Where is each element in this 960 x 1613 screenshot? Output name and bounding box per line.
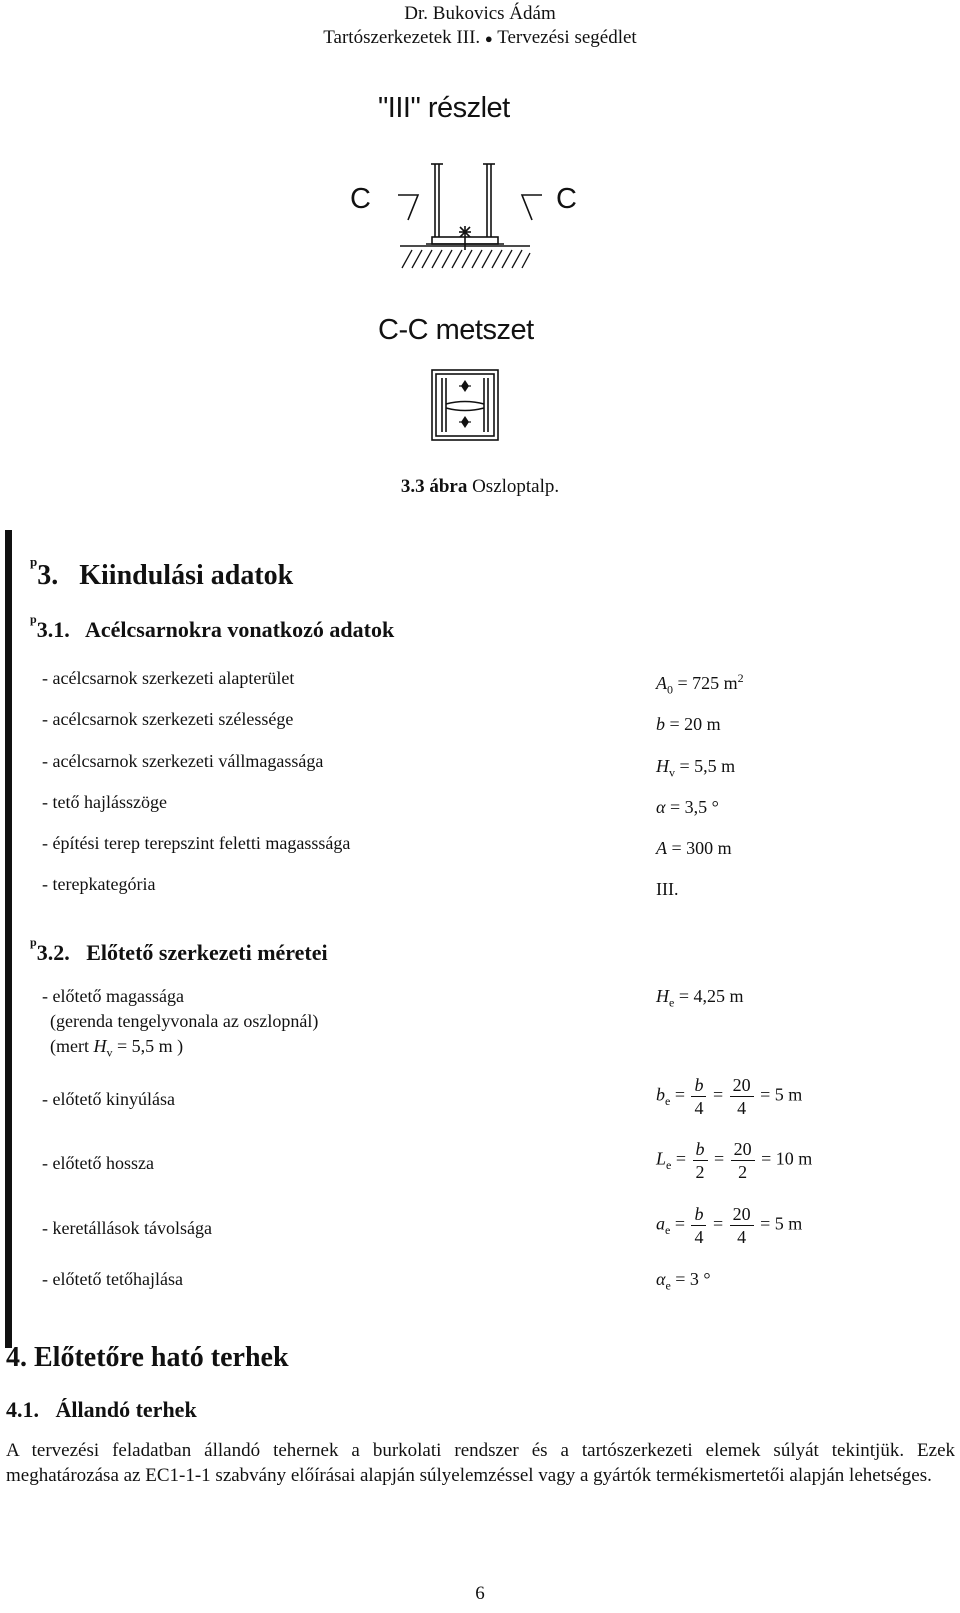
data-row-value-rest: III. bbox=[656, 879, 679, 899]
data-row-label: - terepkategória bbox=[42, 874, 156, 894]
data-row-label: - acélcsarnok szerkezeti szélessége bbox=[42, 709, 294, 729]
le-sub: e bbox=[666, 1158, 672, 1173]
data-row-value bbox=[656, 832, 732, 866]
he-label-3-post: = 5,5 m ) bbox=[112, 1036, 184, 1056]
he-label-3-sym: H bbox=[93, 1036, 107, 1056]
be-frac-2-num: 20 bbox=[730, 1074, 754, 1097]
ae-sym: a bbox=[656, 1213, 665, 1234]
section-marker: p bbox=[30, 935, 37, 949]
be-eq-1: = bbox=[674, 1084, 685, 1105]
he-label-2: (gerenda tengelyvonala az oszlopnál) bbox=[50, 1011, 319, 1031]
data-row-value bbox=[656, 667, 744, 701]
data-row-value-rest: = 20 m bbox=[665, 714, 721, 734]
detail-title: "III" részlet bbox=[378, 92, 510, 124]
he-sym: H bbox=[656, 986, 669, 1006]
he-value bbox=[656, 985, 743, 1014]
alpha-e-val: = 3 ° bbox=[670, 1269, 711, 1289]
be-frac-1-den: 4 bbox=[694, 1098, 704, 1118]
data-row-value-sub: v bbox=[669, 765, 675, 780]
he-label-3-pre: (mert bbox=[50, 1036, 94, 1056]
figure-caption bbox=[0, 476, 960, 498]
le-formula bbox=[656, 1138, 812, 1183]
ae-result: = 5 m bbox=[760, 1213, 803, 1234]
heading-4-1: 4.1. Állandó terhek bbox=[6, 1397, 197, 1422]
heading-3-2-text: 3.2. Előtető szerkezeti méretei bbox=[36, 940, 328, 965]
heading-3-1-text: 3.1. Acélcsarnokra vonatkozó adatok bbox=[36, 617, 395, 642]
ae-frac-2-num: 20 bbox=[730, 1203, 754, 1226]
be-formula bbox=[656, 1074, 802, 1119]
le-frac-1-num: b bbox=[693, 1138, 708, 1161]
heading-3-1 bbox=[30, 612, 395, 643]
be-label: - előtető kinyúlása bbox=[42, 1089, 175, 1109]
le-frac-1 bbox=[693, 1138, 708, 1183]
change-bar bbox=[5, 530, 12, 1348]
le-result: = 10 m bbox=[761, 1148, 813, 1169]
le-eq-1: = bbox=[675, 1148, 686, 1169]
ae-frac-2 bbox=[730, 1203, 754, 1248]
heading-3-2 bbox=[30, 935, 328, 966]
data-row-value-sym: A bbox=[656, 838, 667, 858]
be-sym: b bbox=[656, 1084, 665, 1105]
he-val: = 4,25 m bbox=[674, 986, 744, 1006]
data-row-value-rest: = 5,5 m bbox=[675, 756, 736, 776]
section-marker: p bbox=[30, 612, 37, 626]
bullet-icon: ● bbox=[484, 31, 493, 46]
data-row-value bbox=[656, 791, 719, 825]
be-eq-2: = bbox=[712, 1084, 724, 1105]
ae-frac-2-den: 4 bbox=[737, 1227, 747, 1247]
section-mark-left: C bbox=[350, 183, 371, 215]
be-frac-1 bbox=[691, 1074, 706, 1119]
data-row-value bbox=[656, 750, 735, 784]
le-frac-2 bbox=[731, 1138, 755, 1183]
alpha-e-sym: α bbox=[656, 1269, 666, 1289]
he-label-1: - előtető magassága bbox=[42, 986, 184, 1006]
be-frac-2-den: 4 bbox=[737, 1098, 747, 1118]
data-row-value-sym: A bbox=[656, 673, 667, 693]
header-subtitle-left: Tartószerkezetek III. bbox=[323, 27, 481, 48]
header-subtitle-right: Tervezési segédlet bbox=[497, 27, 637, 48]
he-sub: e bbox=[669, 995, 675, 1010]
be-frac-1-num: b bbox=[691, 1074, 706, 1097]
heading-3-text: 3. Kiindulási adatok bbox=[37, 560, 294, 591]
data-row-value bbox=[656, 873, 678, 907]
data-row-value-sub: 0 bbox=[667, 682, 673, 697]
ae-frac-1-num: b bbox=[691, 1203, 706, 1226]
body-paragraph: A tervezési feladatban állandó tehernek a burkolati rendszer és a tartószerkezeti elemek súlyát tekintjük. Ezek meghatározása az EC1-1-1 szabvány előírásai alapján súlyelemzéssel vagy a gyártók termékismertetői alapján lehetséges. bbox=[6, 1440, 955, 1486]
data-row-value-rest: = 3,5 ° bbox=[665, 797, 719, 817]
ae-label: - keretállások távolsága bbox=[42, 1218, 212, 1238]
ae-sub: e bbox=[665, 1223, 671, 1238]
section-mark-right: C bbox=[556, 183, 577, 215]
header-author: Dr. Bukovics Ádám bbox=[404, 3, 556, 24]
le-sym: L bbox=[656, 1148, 667, 1169]
data-row-value-sup: 2 bbox=[737, 671, 744, 685]
alpha-e-sub: e bbox=[665, 1278, 671, 1293]
data-row-value-sym: H bbox=[656, 756, 669, 776]
data-row-value-sym: b bbox=[656, 714, 665, 734]
alpha-e-label: - előtető tetőhajlása bbox=[42, 1269, 183, 1289]
alpha-e-value bbox=[656, 1268, 711, 1297]
be-sub: e bbox=[665, 1094, 671, 1109]
data-row-label: - építési terep terepszint feletti magasssága bbox=[42, 833, 351, 853]
header-subtitle bbox=[0, 26, 960, 51]
data-row-label: - acélcsarnok szerkezeti vállmagassága bbox=[42, 751, 324, 771]
heading-4: 4. Előtetőre ható terhek bbox=[6, 1342, 289, 1373]
he-label-3 bbox=[50, 1035, 183, 1064]
data-row-value-rest: = 300 m bbox=[667, 838, 732, 858]
column-cross-section-drawing bbox=[430, 368, 500, 442]
ae-frac-1 bbox=[691, 1203, 706, 1248]
data-row-value-sym: α bbox=[656, 797, 666, 817]
data-row-label: - acélcsarnok szerkezeti alapterület bbox=[42, 668, 295, 688]
page-number: 6 bbox=[475, 1583, 485, 1604]
he-label-3-sub: v bbox=[106, 1045, 113, 1060]
data-row-label: - tető hajlásszöge bbox=[42, 792, 167, 812]
be-result: = 5 m bbox=[760, 1084, 803, 1105]
column-base-detail-drawing bbox=[380, 150, 560, 275]
section-marker: p bbox=[30, 554, 38, 569]
section-title: C-C metszet bbox=[378, 314, 534, 346]
le-frac-1-den: 2 bbox=[695, 1162, 705, 1182]
heading-3 bbox=[30, 554, 294, 592]
ae-eq-1: = bbox=[674, 1213, 685, 1234]
caption-number: 3.3 ábra bbox=[400, 476, 468, 497]
ae-eq-2: = bbox=[712, 1213, 724, 1234]
data-row-value bbox=[656, 708, 721, 742]
le-label: - előtető hossza bbox=[42, 1153, 154, 1173]
caption-text: Oszloptalp. bbox=[472, 476, 560, 497]
data-row-value-rest: = 725 m bbox=[673, 673, 738, 693]
be-frac-2 bbox=[730, 1074, 754, 1119]
ae-formula bbox=[656, 1203, 802, 1248]
le-eq-2: = bbox=[714, 1148, 725, 1169]
le-frac-2-den: 2 bbox=[738, 1162, 748, 1182]
ae-frac-1-den: 4 bbox=[694, 1227, 704, 1247]
le-frac-2-num: 20 bbox=[731, 1138, 755, 1161]
